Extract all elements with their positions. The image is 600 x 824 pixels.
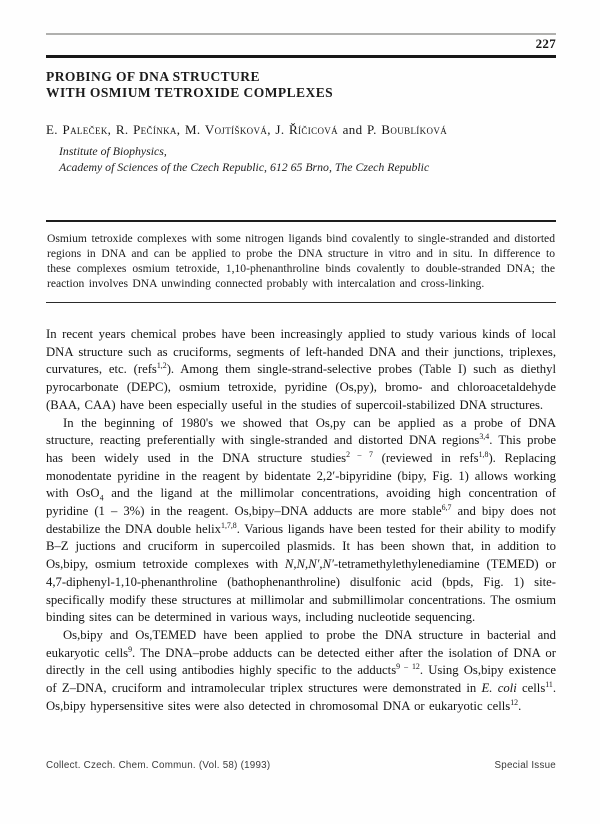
header-rule-thin (46, 33, 556, 35)
article-title-line-2: WITH OSMIUM TETROXIDE COMPLEXES (46, 85, 334, 100)
affiliation-line-1: Institute of Biophysics, (59, 144, 167, 158)
abstract: Osmium tetroxide complexes with some nitrogen ligands bind covalently to single-stranded and distorted regions in DNA and can be applied to probe the DNA structure in vitro and in situ. In difference to these complexes osmium tetroxide, 1,10-phenanthroline binds covalently to double-stranded DNA; the reaction involves DNA unwinding connected probably with intercalation and cross-linking. (46, 220, 556, 303)
author-list: E. Paleček, R. Pečínka, M. Vojtíšková, J. Říčicová and P. Boublíková (46, 122, 448, 137)
affiliation (59, 143, 556, 175)
affiliation-line-2: Academy of Sciences of the Czech Republic, 612 65 Brno, The Czech Republic (59, 160, 430, 174)
article-title-line-1: PROBING OF DNA STRUCTURE (46, 69, 260, 84)
issue-label: Special Issue (494, 760, 556, 771)
main-column (46, 69, 556, 715)
body-text (46, 326, 556, 715)
body-paragraph: In the beginning of 1980's we showed that Os,py can be applied as a probe of DNA structure, reacting preferentially with single-stranded and distorted DNA regions$^{3,4}$. This probe has been widely used in the DNA structure studies$^{2 - 7}$ (reviewed in refs$^{1,8}$). Replacing monodentate pyridine in the reagent by bidentate 2,2′-bipyridine (bipy, Fig. 1) allows working with OsO$_4$ and the ligand at the millimolar concentrations, avoiding high concentration of pyridine (1 – 3%) in the reagent. Os,bipy–DNA adducts are more stable$^{6,7}$ and bipy does not destabilize the DNA double helix$^{1,7,8}$. Various ligands have been tested for their ability to modify B–Z juctions and cruciform in supercoiled plasmids. It has been shown that, in addition to Os,bipy, osmium tetroxide complexes with N,N,N′,N′-tetramethylethylenediamine (TEMED) or 4,7-diphenyl-1,10-phenanthroline (bathophenanthroline) disulfonic acid (bpds, Fig. 1) site-specifically modify these structures at millimolar and submillimolar concentrations. The osmium binding sites can be determined in various ways, including nucleotide sequencing. (46, 415, 556, 625)
header-rule-thick (46, 55, 556, 58)
article-title (46, 69, 556, 101)
page-footer (46, 760, 556, 771)
page-number: 227 (535, 36, 556, 51)
journal-citation: Collect. Czech. Chem. Commun. (Vol. 58) (1993) (46, 760, 271, 771)
body-paragraph: Os,bipy and Os,TEMED have been applied to probe the DNA structure in bacterial and eukaryotic cells$^9$. The DNA–probe adducts can be detected either after the isolation of DNA or directly in the cell using antibodies highly specific to the adducts$^{9 - 12}$. Using Os,bipy existence of Z–DNA, cruciform and intramolecular triplex structures were demonstrated in E. coli cells$^{11}$. Os,bipy hypersensitive sites were also detected in chromosomal DNA or eukaryotic cells$^{12}$. (46, 627, 557, 713)
body-paragraph: In recent years chemical probes have been increasingly applied to study various kinds of local DNA structure such as cruciforms, segments of left-handed DNA and their junctions, triplexes, curvatures, etc. (refs$^{1,2}$). Among them single-strand-selective probes (Table I) such as diethyl pyrocarbonate (DEPC), osmium tetroxide, pyridine (Os,py), bromo- and chloroacetaldehyde (BAA, CAA) have been especially useful in the studies of supercoil-stabilized DNA structures. (46, 327, 556, 412)
